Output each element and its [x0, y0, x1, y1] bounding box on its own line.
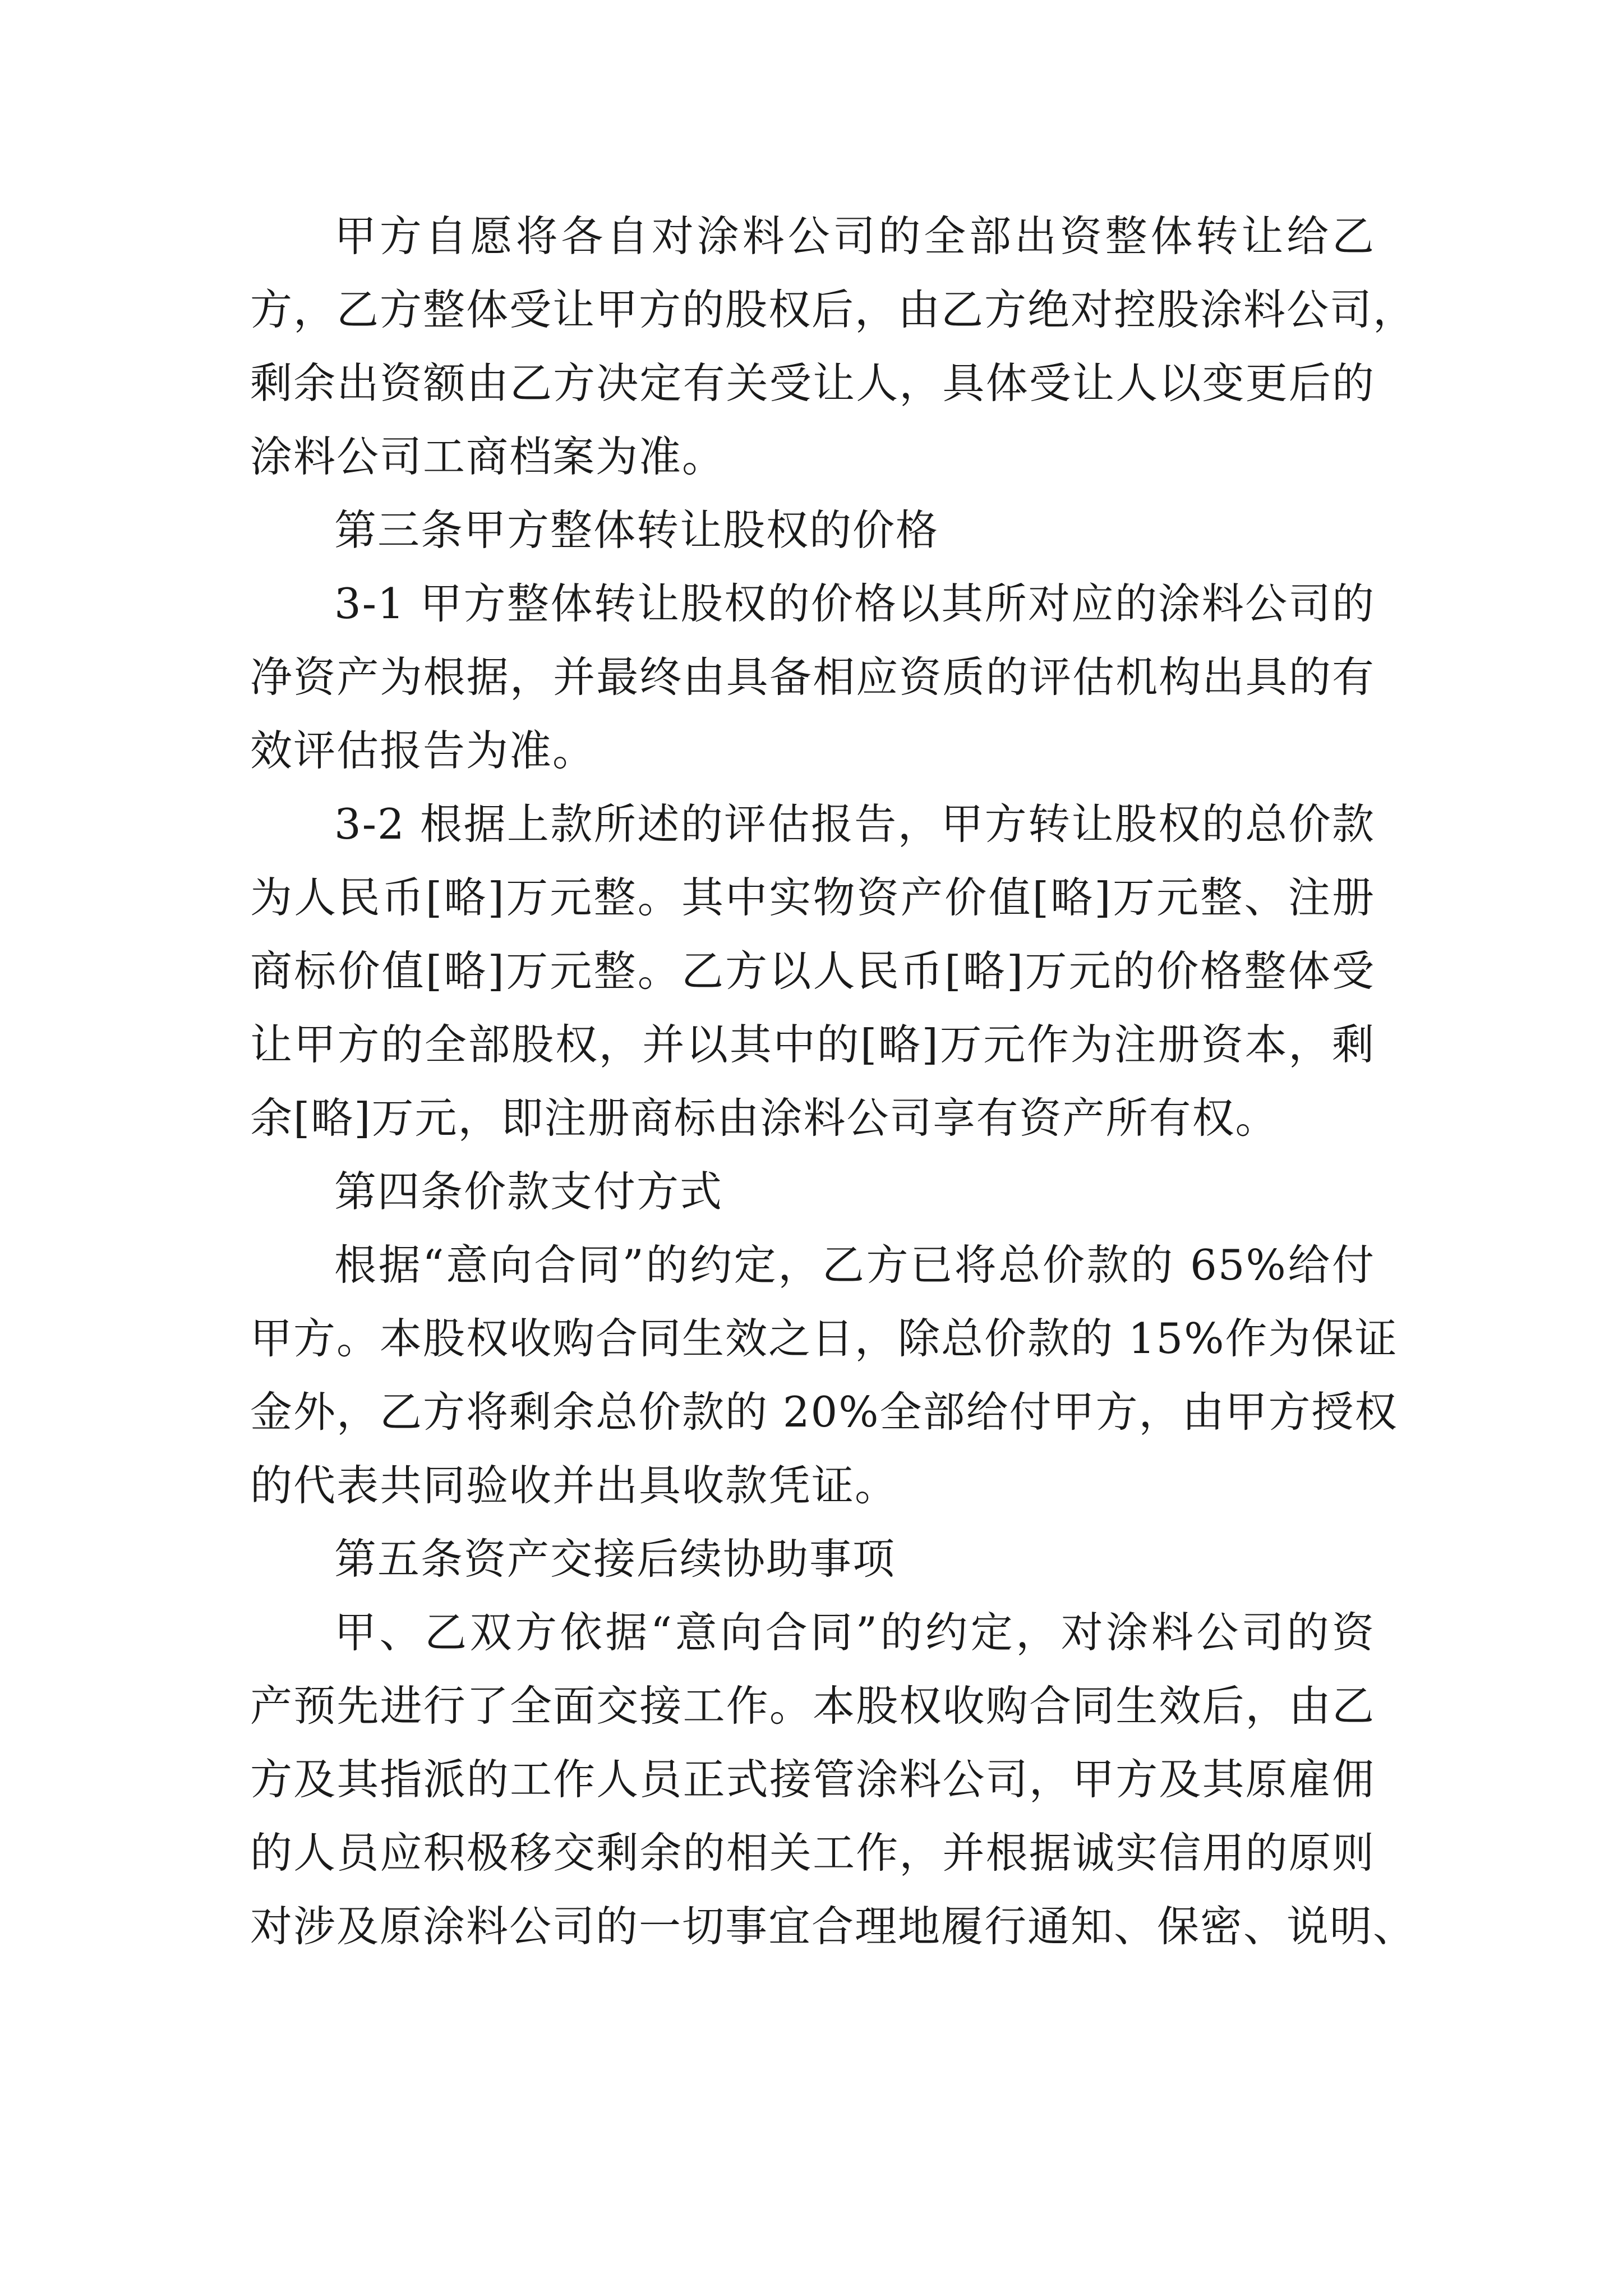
paragraph-line: 余[略]万元，即注册商标由涂料公司享有资产所有权。 — [250, 1093, 1279, 1143]
paragraph-line: 效评估报告为准。 — [250, 726, 596, 775]
section-heading: 第三条甲方整体转让股权的价格 — [334, 505, 939, 555]
paragraph-line: 根据“意向合同”的约定，乙方已将总价款的 65%给付 — [334, 1240, 1375, 1290]
paragraph-line: 产预先进行了全面交接工作。本股权收购合同生效后，由乙 — [250, 1681, 1375, 1731]
paragraph-line: 的代表共同验收并出具收款凭证。 — [250, 1461, 898, 1510]
paragraph-line: 净资产为根据，并最终由具备相应资质的评估机构出具的有 — [250, 652, 1375, 702]
paragraph-line: 金外，乙方将剩余总价款的 20%全部给付甲方，由甲方授权 — [250, 1387, 1398, 1437]
document-body — [250, 200, 1417, 1963]
paragraph-line: 为人民币[略]万元整。其中实物资产价值[略]万元整、注册 — [250, 873, 1375, 922]
paragraph-line: 涂料公司工商档案为准。 — [250, 432, 726, 481]
paragraph-line: 甲、乙双方依据“意向合同”的约定，对涂料公司的资 — [334, 1608, 1375, 1657]
section-heading: 第四条价款支付方式 — [334, 1167, 723, 1216]
paragraph-line: 方，乙方整体受让甲方的股权后，由乙方绝对控股涂料公司， — [250, 285, 1417, 334]
paragraph-line: 甲方自愿将各自对涂料公司的全部出资整体转让给乙 — [334, 211, 1375, 261]
paragraph-line: 方及其指派的工作人员正式接管涂料公司，甲方及其原雇佣 — [250, 1755, 1375, 1804]
paragraph-line: 让甲方的全部股权，并以其中的[略]万元作为注册资本，剩 — [250, 1020, 1375, 1069]
paragraph-line: 的人员应积极移交剩余的相关工作，并根据诚实信用的原则 — [250, 1828, 1375, 1878]
section-heading: 第五条资产交接后续协助事项 — [334, 1534, 896, 1584]
paragraph-line: 3-1 甲方整体转让股权的价格以其所对应的涂料公司的 — [334, 579, 1375, 628]
paragraph-line: 甲方。本股权收购合同生效之日，除总价款的 15%作为保证 — [250, 1314, 1398, 1363]
paragraph-line: 对涉及原涂料公司的一切事宜合理地履行通知、保密、说明、 — [250, 1902, 1417, 1951]
paragraph-line: 3-2 根据上款所述的评估报告，甲方转让股权的总价款 — [334, 799, 1375, 849]
paragraph-line: 剩余出资额由乙方决定有关受让人，具体受让人以变更后的 — [250, 358, 1375, 408]
paragraph-line: 商标价值[略]万元整。乙方以人民币[略]万元的价格整体受 — [250, 946, 1375, 996]
